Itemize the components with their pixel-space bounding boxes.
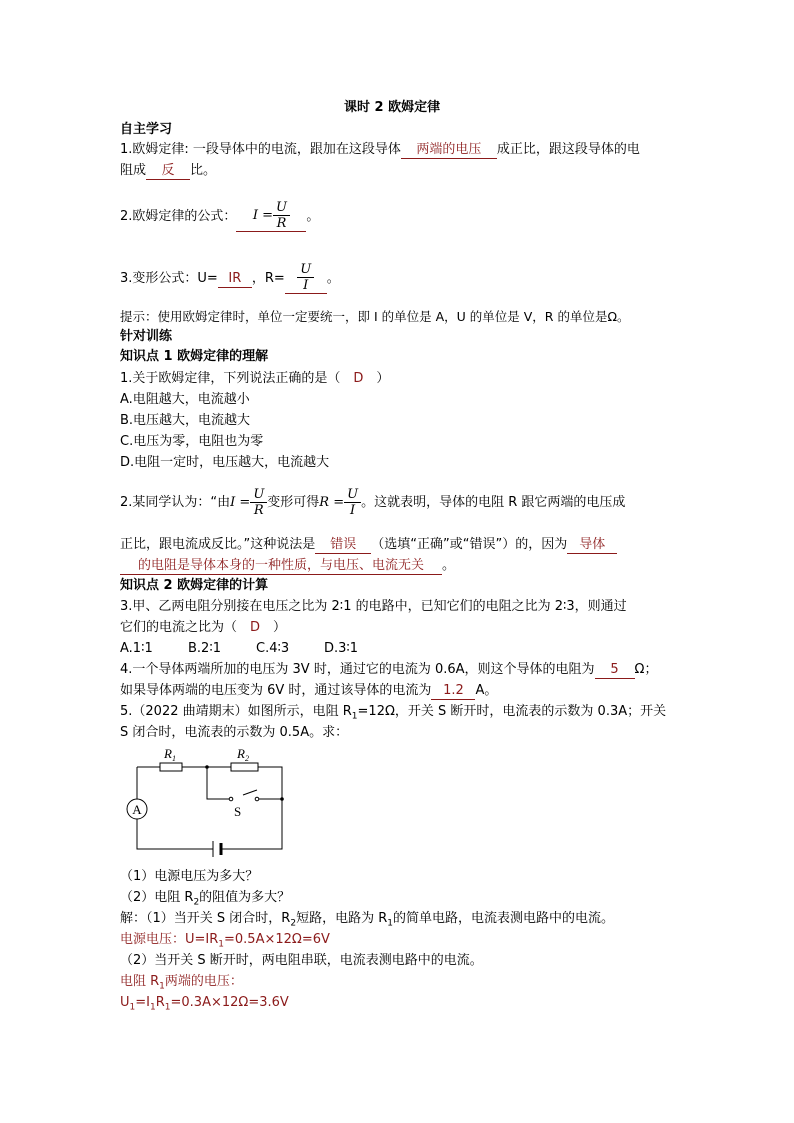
q2-formula-line: 2.欧姆定律的公式： I = $\frac{U}{R}$ 。: [120, 200, 320, 231]
answer-choice: D: [250, 620, 261, 635]
q1-line2: 阻成 反 比。: [120, 163, 217, 178]
answer-blank: 5: [595, 662, 635, 679]
answer-blank: 导体: [567, 537, 617, 554]
answer-blank: [285, 262, 327, 294]
p2-line2: 正比，跟电流成反比。”这种说法是 错误 （选填“正确”或“错误”）的，因为 导体: [120, 536, 617, 554]
q1-line1: 1.欧姆定律: 一段导体中的电流，跟加在这段导体 两端的电压 成正比，跟这段导体的电: [120, 142, 640, 157]
p4-line2: 如果导体两端的电压变为 6V 时，通过该导体的电流为 1.2 A。: [120, 683, 498, 698]
p3-line1: 3.甲、乙两电阻分别接在电压之比为 2∶1 的电路中，已知它们的电阻之比为 2∶3，则通过: [120, 599, 627, 614]
answer-blank: 1.2: [431, 683, 475, 700]
solution-line: $U_1=I_1R_1=0.3A\times 12\Omega=3.6V$: [120, 995, 289, 1013]
option: A.1∶1: [120, 641, 153, 656]
sub-question: （2）电阻 $R_2$的阻值为多大？: [120, 890, 291, 908]
solution-line: 电阻 $R_1$两端的电压：: [120, 974, 243, 992]
option: C.4∶3: [256, 641, 290, 656]
fraction: $\frac{U}{I}$: [297, 262, 314, 293]
p4-line1: 4.一个导体两端所加的电压为 3V 时，通过它的电流为 0.6A，则这个导体的电阻为 5 Ω；: [120, 662, 658, 677]
solution-line: （2）当开关 S 断开时，两电阻串联，电流表测电路中的电流。: [120, 953, 483, 968]
ammeter-label: A: [132, 802, 142, 817]
section-heading: 针对训练: [120, 329, 173, 344]
r1-label: $R_1$: [164, 746, 176, 763]
p3-options: [120, 640, 358, 658]
solution-line: 电源电压：$U=IR_1=0.5A\times 12\Omega=6V$: [120, 932, 330, 950]
option: B.2∶1: [188, 641, 221, 656]
section-heading: 自主学习: [120, 122, 173, 137]
junction-dot: [280, 797, 284, 801]
junction-dot: [205, 765, 209, 769]
fraction: $\frac{U}{R}$: [273, 200, 290, 231]
r2-label: $R_2$: [237, 746, 249, 763]
tip-text: 提示：使用欧姆定律时，单位一定要统一，即 I 的单位是 A，U 的单位是 V，R 的单位是Ω。: [120, 309, 630, 324]
answer-blank: I = $\frac{U}{R}$: [236, 200, 306, 232]
resistor-r2: [231, 763, 258, 771]
page-title: 课时 2 欧姆定律: [344, 100, 441, 115]
q3-formula-line: 3.变形公式：U= IR ，R= $\frac{U}{I}$ 。: [120, 262, 340, 293]
option: A.电阻越大，电流越小: [120, 392, 250, 407]
option: D.电阻一定时，电压越大，电流越大: [120, 455, 330, 470]
p3-line2: 它们的电流之比为（ D ）: [120, 620, 287, 635]
resistor-r1: [160, 763, 182, 771]
p1-stem: 1.关于欧姆定律，下列说法正确的是（ D ）: [120, 371, 390, 386]
solution-line: 解：（1）当开关 S 闭合时，$R_2$短路，电路为 $R_1$的简单电路，电流表测电路中的电流。: [120, 911, 614, 929]
option: D.3∶1: [324, 641, 359, 656]
p5-line2: S 闭合时，电流表的示数为 0.5A。求：: [120, 725, 349, 740]
fraction: $\frac{U}{I}$: [344, 487, 361, 518]
switch-contact: [229, 797, 233, 801]
answer-blank: 错误: [315, 537, 371, 554]
p5-line1: 5.（2022 曲靖期末）如图所示，电阻 $R_1=12\Omega$，开关 S 断开时，电流表的示数为 0.3A；开关: [120, 704, 667, 722]
switch-label: S: [234, 804, 242, 819]
circuit-diagram: [120, 742, 310, 860]
p2-line3: 的电阻是导体本身的一种性质，与电压、电流无关 。: [120, 557, 455, 575]
answer-choice: D: [353, 371, 364, 386]
knowledge-point-heading: 知识点 1 欧姆定律的理解: [120, 349, 269, 364]
answer-blank: 反: [146, 163, 190, 180]
answer-blank: 两端的电压: [401, 142, 497, 159]
knowledge-point-heading: 知识点 2 欧姆定律的计算: [120, 578, 269, 593]
option: B.电压越大，电流越大: [120, 413, 251, 428]
answer-blank: 的电阻是导体本身的一种性质，与电压、电流无关: [120, 558, 442, 575]
p2-line1: 2.某同学认为：“由I = $\frac{U}{R}$ 变形可得R = $\frac{U}{I}$ 。这就表明，导体的电阻 R 跟它两端的电压成: [120, 487, 626, 518]
sub-question: （1）电源电压为多大？: [120, 869, 259, 884]
fraction: $\frac{U}{R}$: [250, 487, 267, 518]
switch-contact: [255, 797, 259, 801]
answer-blank: IR: [218, 271, 252, 288]
option: C.电压为零，电阻也为零: [120, 434, 264, 449]
